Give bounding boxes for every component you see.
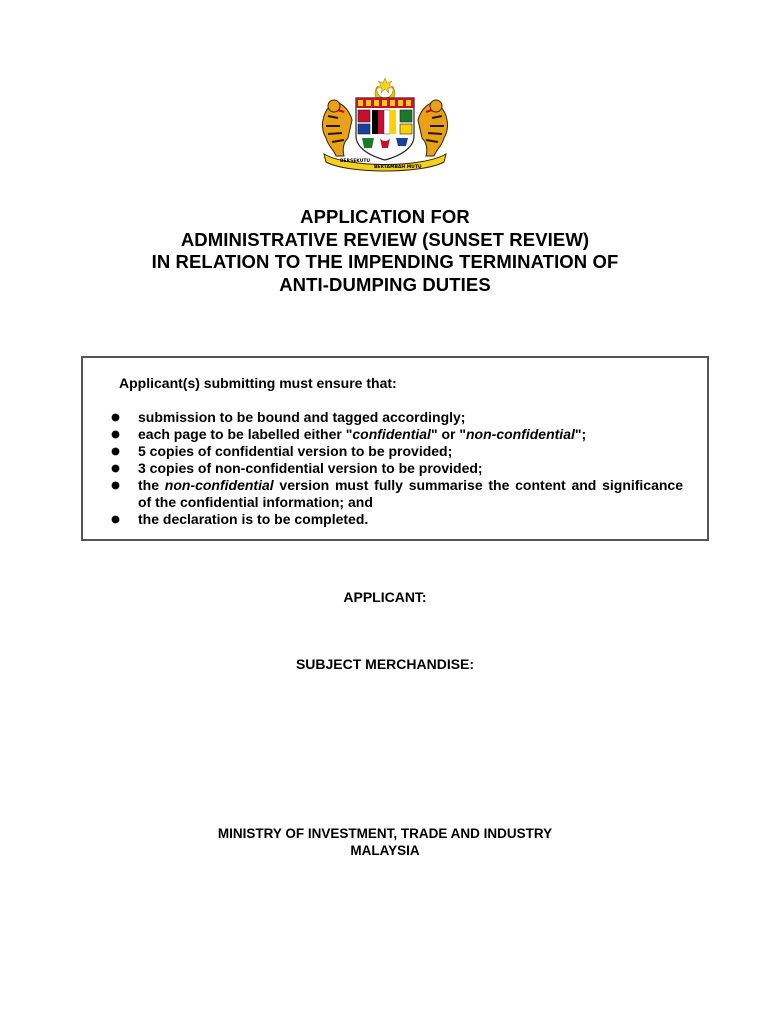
- list-item-emphasis: confidential: [352, 426, 431, 442]
- list-item-text-pre: the: [138, 477, 165, 493]
- title-line-1: APPLICATION FOR: [300, 206, 470, 227]
- list-item-text: submission to be bound and tagged accordingly;: [138, 409, 466, 425]
- list-item-text: 3 copies of non-confidential version to be provided;: [138, 460, 483, 476]
- list-item: [111, 443, 683, 460]
- motto-left-text: BERSEKUTU: [340, 159, 371, 164]
- shield-icon: [356, 98, 414, 160]
- issuing-authority: [0, 826, 770, 859]
- ministry-name: MINISTRY OF INVESTMENT, TRADE AND INDUSTRY: [217, 826, 553, 841]
- applicant-label: APPLICANT:: [343, 589, 427, 605]
- bullet-icon: [112, 414, 119, 421]
- list-item-text: 5 copies of confidential version to be provided;: [138, 443, 453, 459]
- requirements-notice-box: [81, 356, 709, 541]
- bullet-icon: [112, 448, 119, 455]
- list-item-emphasis: non-confidential: [164, 477, 274, 493]
- document-title: [0, 206, 770, 296]
- motto-right-text: BERTAMBAH MUTU: [374, 165, 422, 170]
- bullet-icon: [112, 431, 119, 438]
- list-item: [111, 477, 683, 511]
- title-line-2: ADMINISTRATIVE REVIEW (SUNSET REVIEW): [180, 228, 590, 250]
- list-item-text-post: ";: [574, 426, 587, 442]
- list-item: [111, 460, 683, 477]
- list-item: [111, 409, 683, 426]
- list-item-text-post: version must fully summarise the content and significance of the confidential information; and: [138, 477, 684, 510]
- list-item-text-mid: " or ": [430, 426, 466, 442]
- bullet-icon: [112, 516, 119, 523]
- left-tiger-icon: [323, 100, 352, 156]
- title-line-4: ANTI-DUMPING DUTIES: [279, 273, 491, 295]
- requirements-list: [111, 409, 683, 528]
- bullet-icon: [112, 465, 119, 472]
- list-item: [111, 511, 683, 528]
- coat-of-arms-emblem: [318, 76, 452, 174]
- list-item-emphasis: non-confidential: [466, 426, 575, 442]
- title-line-3: IN RELATION TO THE IMPENDING TERMINATION OF: [151, 251, 619, 272]
- subject-merchandise-label: SUBJECT MERCHANDISE:: [295, 656, 475, 672]
- list-item-text: the declaration is to be completed.: [138, 511, 369, 527]
- bullet-icon: [112, 482, 119, 489]
- list-item: [111, 426, 683, 443]
- right-tiger-icon: [418, 100, 447, 156]
- list-item-text-pre: each page to be labelled either ": [138, 426, 353, 442]
- country-name: MALAYSIA: [350, 842, 420, 858]
- notice-heading: Applicant(s) submitting must ensure that:: [119, 375, 397, 391]
